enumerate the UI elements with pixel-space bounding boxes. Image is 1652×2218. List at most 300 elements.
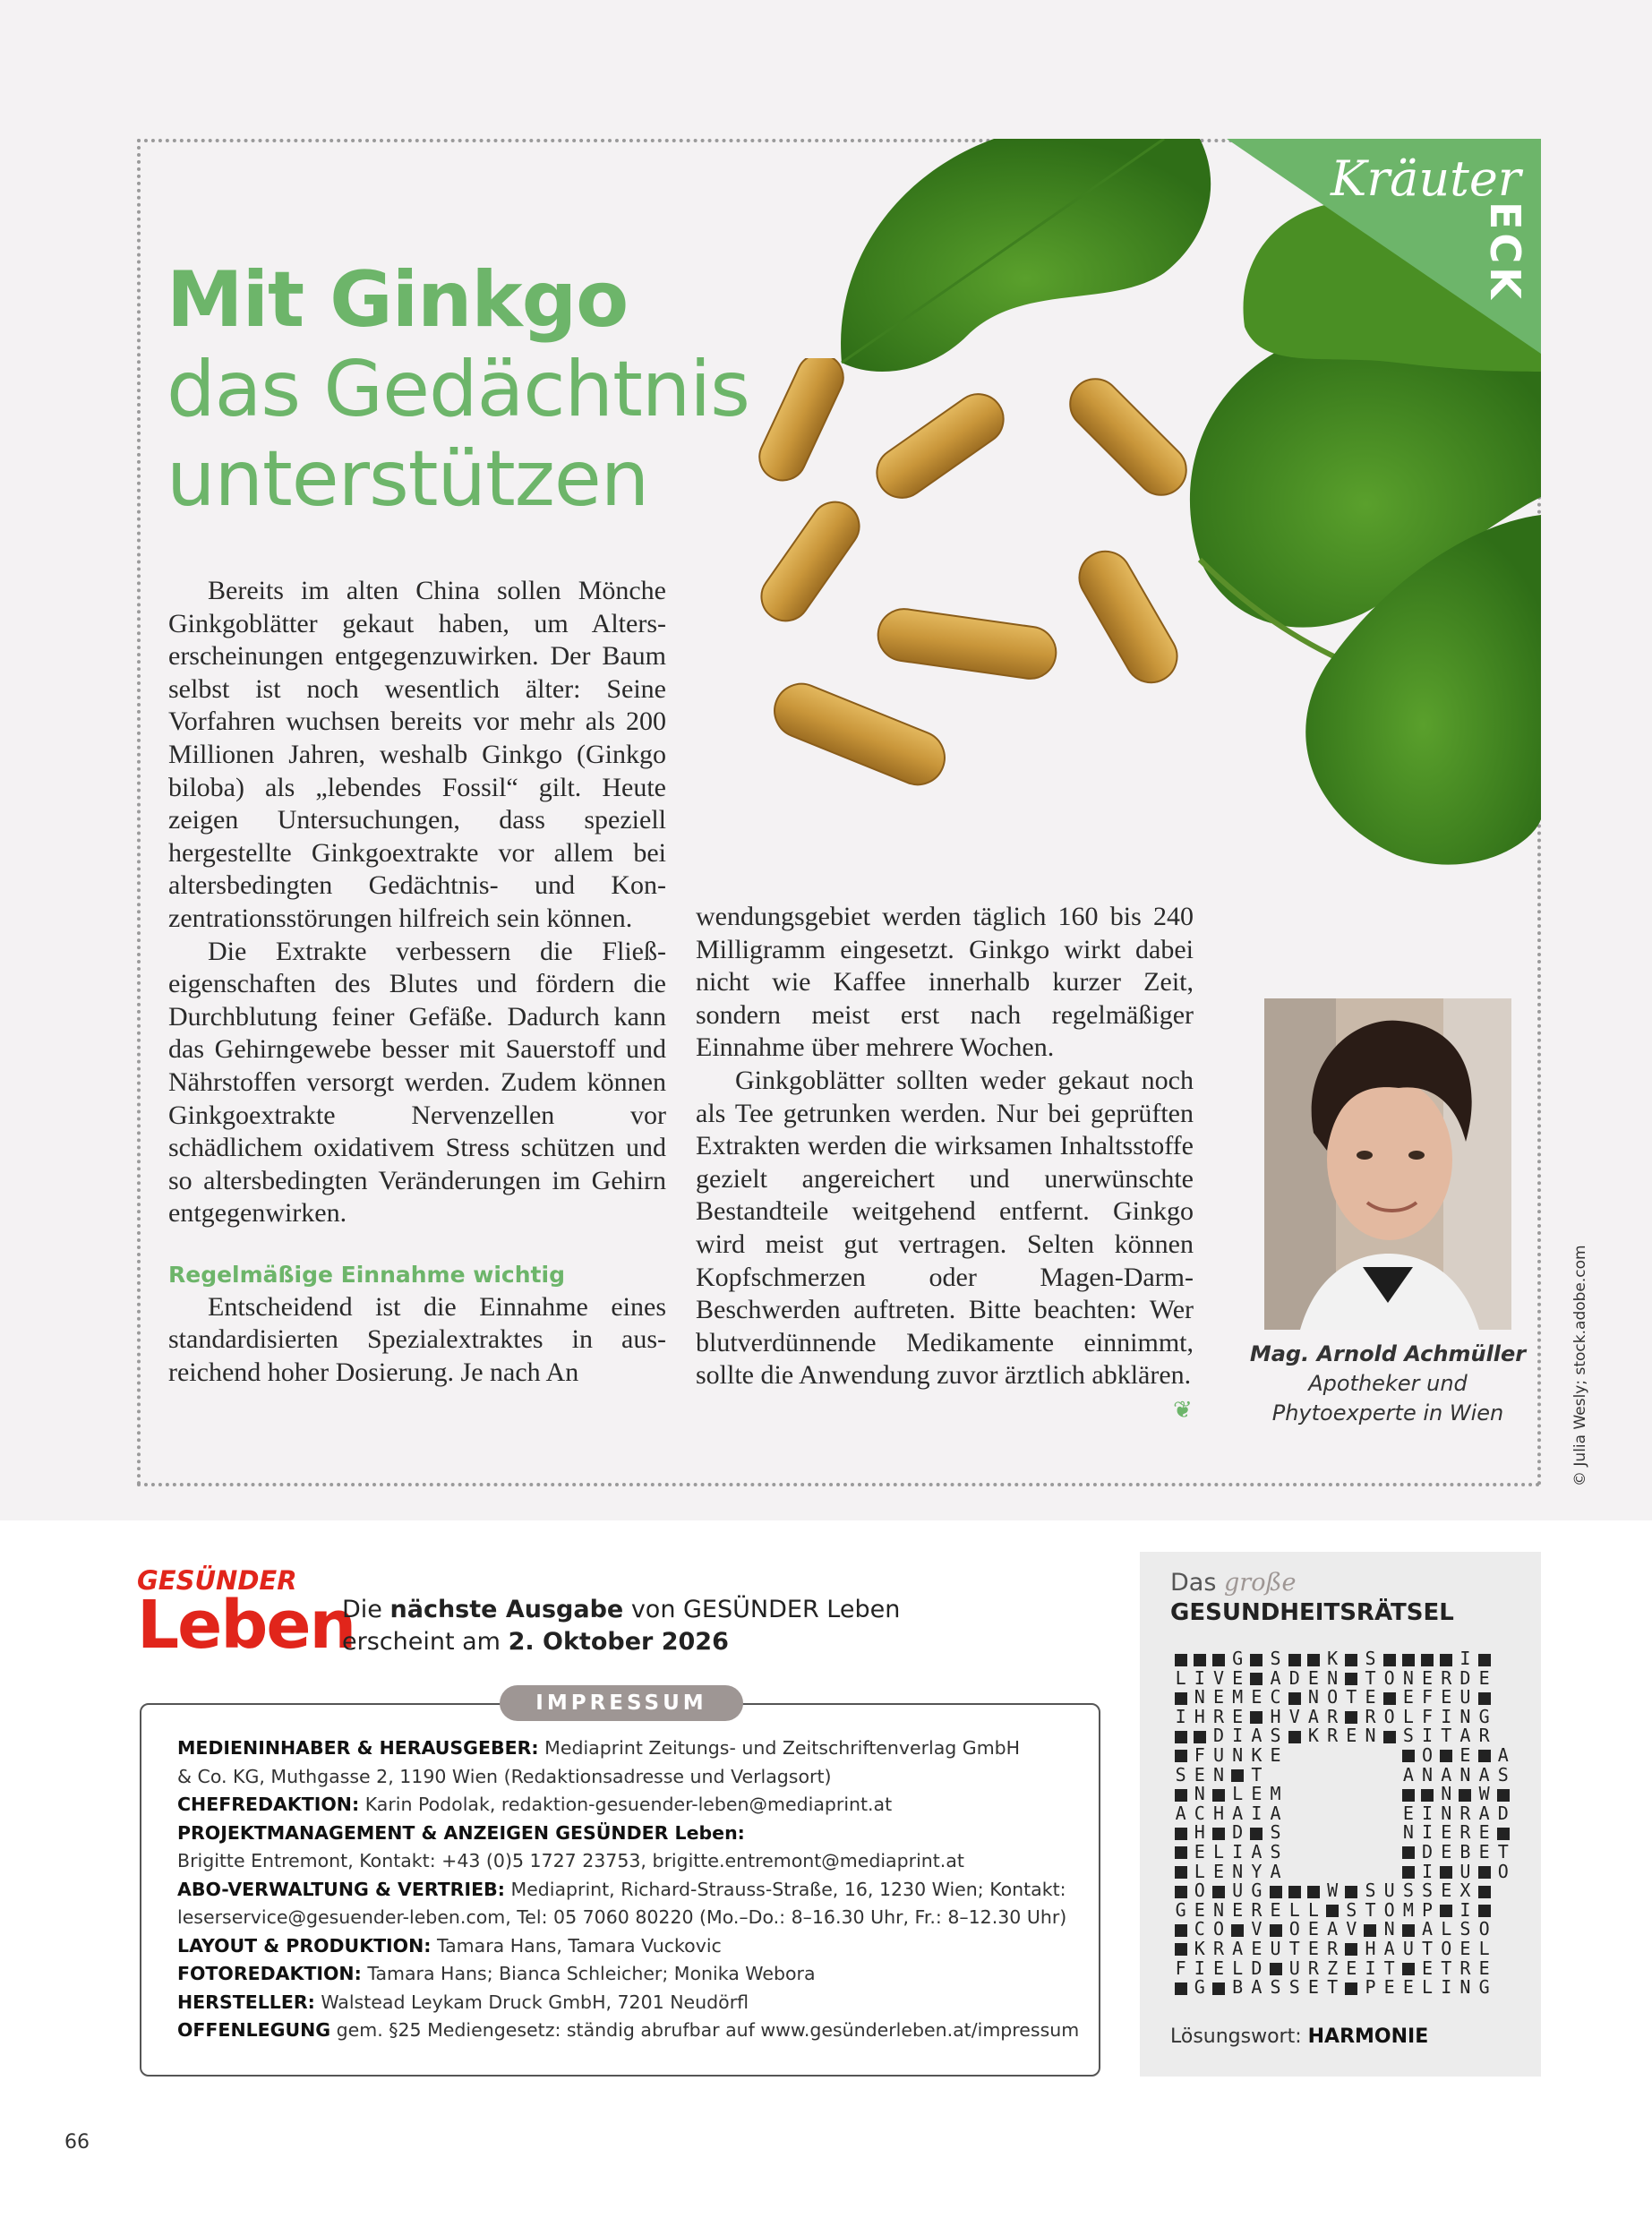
black-square	[1402, 1963, 1415, 1975]
grid-cell: U	[1232, 1880, 1244, 1902]
grid-cell: T	[1327, 1976, 1339, 1999]
black-square	[1175, 1789, 1187, 1802]
article-column-1	[168, 575, 666, 1390]
grid-cell: S	[1270, 1821, 1281, 1844]
grid-cell: I	[1422, 1860, 1434, 1882]
grid-cell	[1285, 1881, 1304, 1901]
grid-cell: P	[1422, 1898, 1434, 1921]
grid-cell: E	[1441, 1840, 1452, 1863]
black-square	[1307, 1886, 1320, 1898]
photo-credit: © Julia Wesly; stock.adobe.com	[1571, 1245, 1589, 1486]
impressum-key: FOTOREDAKTION:	[177, 1963, 362, 1984]
black-square	[1212, 1789, 1225, 1802]
impressum-key: MEDIENINHABER & HERAUSGEBER:	[177, 1737, 539, 1759]
grid-cell: T	[1251, 1763, 1263, 1786]
grid-cell: S	[1365, 1880, 1376, 1902]
next-issue-notice	[342, 1594, 900, 1658]
grid-cell: M	[1232, 1686, 1244, 1708]
grid-cell	[1285, 1823, 1304, 1843]
grid-cell: H	[1194, 1705, 1205, 1727]
black-square	[1421, 1654, 1434, 1666]
grid-cell: R	[1459, 1957, 1471, 1979]
grid-cell: I	[1232, 1725, 1244, 1747]
black-square	[1212, 1982, 1225, 1995]
grid-cell	[1437, 1901, 1456, 1921]
grid-cell: A	[1402, 1763, 1414, 1786]
grid-cell: E	[1441, 1686, 1452, 1708]
grid-cell: A	[1383, 1937, 1395, 1959]
grid-cell: U	[1212, 1743, 1224, 1766]
grid-cell: N	[1212, 1898, 1224, 1921]
impressum-line	[177, 1791, 1082, 1820]
grid-cell: A	[1251, 1976, 1263, 1999]
grid-cell	[1342, 1785, 1361, 1804]
grid-cell: V	[1288, 1705, 1300, 1727]
grid-cell: Z	[1327, 1957, 1339, 1979]
black-square	[1440, 1750, 1452, 1762]
grid-cell: A	[1327, 1918, 1339, 1940]
grid-row	[1171, 1743, 1512, 1766]
grid-cell: E	[1478, 1821, 1490, 1844]
grid-cell	[1437, 1649, 1456, 1669]
paragraph-extracts: Die Extrakte verbessern die Fließeigenschaften des Blutes und fördern die Durchblutung feiner Gefäße. Dadurch kann das Gehirngewebe besser mit Sauerstoff und Nährstoffen versorgt werden. Zudem können Ginkgoextrakte Nervenzellen vor schädlichem oxidativem Stress schützen und so altersbedingten Veränderungen im Gehirn entgegenwirken.	[168, 936, 666, 1229]
grid-cell	[1171, 1823, 1190, 1843]
grid-cell	[1380, 1746, 1399, 1766]
grid-cell: E	[1232, 1898, 1244, 1921]
black-square	[1402, 1924, 1415, 1937]
grid-cell: R	[1212, 1937, 1224, 1959]
grid-cell: N	[1459, 1976, 1471, 1999]
grid-cell	[1190, 1649, 1209, 1669]
grid-cell	[1342, 1978, 1361, 1998]
grid-cell: G	[1175, 1898, 1186, 1921]
grid-cell	[1228, 1920, 1247, 1940]
grid-cell: N	[1402, 1666, 1414, 1689]
expert-role-2: Phytoexperte in Wien	[1271, 1400, 1504, 1426]
grid-cell: R	[1307, 1957, 1319, 1979]
grid-cell: O	[1212, 1918, 1224, 1940]
grid-cell: L	[1288, 1898, 1300, 1921]
grid-cell	[1171, 1843, 1190, 1863]
grid-cell: E	[1307, 1918, 1319, 1940]
grid-cell: O	[1383, 1898, 1395, 1921]
grid-cell	[1171, 1726, 1190, 1746]
grid-cell	[1285, 1863, 1304, 1882]
grid-cell	[1342, 1843, 1361, 1863]
black-square	[1345, 1886, 1357, 1898]
grid-cell	[1437, 1863, 1456, 1882]
black-square	[1345, 1654, 1357, 1666]
title-line-1: Mit Ginkgo	[167, 255, 629, 345]
grid-cell: S	[1497, 1763, 1509, 1786]
grid-cell: N	[1459, 1763, 1471, 1786]
grid-cell: E	[1251, 1783, 1263, 1805]
black-square	[1250, 1828, 1263, 1840]
grid-cell: O	[1478, 1918, 1490, 1940]
grid-cell	[1323, 1804, 1342, 1824]
grid-cell	[1304, 1881, 1322, 1901]
puzzle-das: Das	[1170, 1569, 1224, 1597]
grid-cell	[1171, 1920, 1190, 1940]
grid-row	[1171, 1666, 1512, 1689]
grid-cell: D	[1232, 1821, 1244, 1844]
grid-cell: H	[1212, 1802, 1224, 1824]
title-line-3: unterstützen	[167, 434, 649, 524]
grid-cell: N	[1365, 1725, 1376, 1747]
grid-cell	[1209, 1978, 1228, 1998]
grid-cell: E	[1307, 1976, 1319, 1999]
grid-cell: E	[1402, 1686, 1414, 1708]
black-square	[1497, 1828, 1510, 1840]
black-square	[1175, 1750, 1187, 1762]
grid-cell: S	[1270, 1840, 1281, 1863]
impressum-value: Mediaprint Zeitungs- und Zeitschriftenverlag GmbH	[538, 1737, 1021, 1759]
grid-cell: R	[1478, 1725, 1490, 1747]
grid-cell: A	[1441, 1763, 1452, 1786]
black-square	[1421, 1789, 1434, 1802]
grid-cell: S	[1270, 1976, 1281, 1999]
expert-role-1: Apotheker und	[1308, 1371, 1468, 1396]
grid-cell: G	[1194, 1976, 1205, 1999]
impressum-key: CHEFREDAKTION:	[177, 1794, 360, 1815]
article-column-2	[696, 901, 1194, 1392]
grid-cell	[1380, 1688, 1399, 1708]
impressum-line	[177, 1876, 1082, 1905]
grid-cell: D	[1288, 1666, 1300, 1689]
grid-cell: L	[1478, 1937, 1490, 1959]
grid-cell: C	[1270, 1686, 1281, 1708]
impressum-key: ABO-VERWALTUNG & VERTRIEB:	[177, 1878, 505, 1900]
grid-cell: E	[1346, 1957, 1357, 1979]
grid-cell	[1285, 1785, 1304, 1804]
grid-cell: S	[1175, 1763, 1186, 1786]
grid-cell	[1247, 1708, 1266, 1727]
grid-cell: N	[1194, 1783, 1205, 1805]
subheading: Regelmäßige Einnahme wichtig	[168, 1261, 565, 1288]
puzzle-solution	[1170, 2025, 1428, 2048]
grid-cell: U	[1288, 1957, 1300, 1979]
grid-cell: F	[1175, 1957, 1186, 1979]
grid-cell	[1304, 1766, 1322, 1786]
grid-cell: A	[1251, 1840, 1263, 1863]
grid-cell: V	[1346, 1918, 1357, 1940]
black-square	[1478, 1905, 1491, 1917]
black-square	[1175, 1846, 1187, 1859]
grid-cell: E	[1383, 1976, 1395, 1999]
grid-cell: E	[1459, 1937, 1471, 1959]
impressum-value: & Co. KG, Muthgasse 2, 1190 Wien (Redaktionsadresse und Verlagsort)	[177, 1765, 832, 1787]
grid-cell	[1380, 1766, 1399, 1786]
grid-cell: R	[1212, 1705, 1224, 1727]
grid-cell: E	[1194, 1763, 1205, 1786]
grid-cell: E	[1307, 1666, 1319, 1689]
grid-cell	[1171, 1746, 1190, 1766]
grid-cell: D	[1497, 1802, 1509, 1824]
grid-cell	[1417, 1785, 1436, 1804]
grid-cell: I	[1422, 1802, 1434, 1824]
grid-cell: A	[1307, 1705, 1319, 1727]
grid-cell	[1475, 1901, 1494, 1921]
black-square	[1497, 1789, 1510, 1802]
black-square	[1478, 1654, 1491, 1666]
paragraph-intro: Bereits im alten China sollen Mönche Ginkgoblätter gekaut haben, um Alterserscheinungen entgegenzuwirken. Der Baum selbst ist noch wesentlich älter: Seine Vorfahren wuchsen bereits vor mehr als 200 Millionen Jahren, weshalb Ginkgo (Ginkgo biloba) als „lebendes Fossil“ gilt. Heute zeigen Untersuchungen, dass speziell hergestellte Ginkgoextrakte vor allem bei altersbedingten Gedächtnis- und Konzentrationsstörungen hilfreich sein können.	[168, 576, 666, 933]
grid-cell: S	[1270, 1725, 1281, 1747]
black-square	[1194, 1654, 1206, 1666]
black-square	[1175, 1692, 1187, 1705]
grid-cell	[1304, 1863, 1322, 1882]
grid-cell: A	[1232, 1802, 1244, 1824]
grid-cell: N	[1422, 1763, 1434, 1786]
grid-row	[1171, 1898, 1512, 1921]
grid-cell: T	[1383, 1957, 1395, 1979]
grid-cell: U	[1383, 1880, 1395, 1902]
grid-cell: D	[1422, 1840, 1434, 1863]
grid-cell: Y	[1251, 1860, 1263, 1882]
grid-cell	[1209, 1649, 1228, 1669]
grid-cell: E	[1251, 1937, 1263, 1959]
grid-cell	[1323, 1863, 1342, 1882]
black-square	[1402, 1846, 1415, 1859]
grid-cell: E	[1402, 1802, 1414, 1824]
grid-cell: O	[1497, 1860, 1509, 1882]
grid-row	[1171, 1978, 1512, 1998]
grid-cell: I	[1422, 1725, 1434, 1747]
grid-cell: S	[1270, 1648, 1281, 1669]
grid-cell: E	[1478, 1666, 1490, 1689]
grid-cell	[1361, 1785, 1380, 1804]
black-square	[1459, 1789, 1471, 1802]
grid-cell: C	[1194, 1802, 1205, 1824]
grid-cell: N	[1383, 1918, 1395, 1940]
grid-cell	[1361, 1746, 1380, 1766]
black-square	[1364, 1924, 1376, 1937]
impressum-text	[177, 1734, 1082, 2045]
grid-cell: E	[1307, 1937, 1319, 1959]
grid-cell: X	[1459, 1880, 1471, 1902]
black-square	[1326, 1905, 1339, 1917]
next-bold: nächste Ausgabe	[389, 1596, 624, 1623]
gesuender-leben-logo	[137, 1565, 355, 1664]
grid-cell	[1171, 1688, 1190, 1708]
grid-cell: E	[1194, 1840, 1205, 1863]
grid-cell: O	[1194, 1880, 1205, 1902]
black-square	[1288, 1731, 1301, 1743]
impressum-line	[177, 2017, 1082, 2045]
impressum-value: gem. §25 Mediengesetz: ständig abrufbar auf www.gesünderleben.at/impressum	[330, 2019, 1080, 2041]
grid-cell: A	[1422, 1918, 1434, 1940]
grid-cell: A	[1270, 1802, 1281, 1824]
grid-cell	[1342, 1649, 1361, 1669]
impressum-line	[177, 1932, 1082, 1961]
grid-cell: E	[1270, 1898, 1281, 1921]
black-square	[1175, 1924, 1187, 1937]
grid-cell: E	[1270, 1743, 1281, 1766]
grid-cell	[1304, 1785, 1322, 1804]
grid-cell: N	[1212, 1763, 1224, 1786]
puzzle-heading	[1170, 1569, 1296, 1597]
black-square	[1288, 1692, 1301, 1705]
grid-cell	[1342, 1804, 1361, 1824]
grid-cell	[1399, 1843, 1417, 1863]
corner-label-kraeuter: Kräuter	[1331, 150, 1521, 207]
grid-cell: T	[1441, 1725, 1452, 1747]
impressum-value: Walstead Leykam Druck GmbH, 7201 Neudörfl	[314, 1991, 749, 2013]
black-square	[1402, 1866, 1415, 1879]
next-pre: Die	[342, 1596, 390, 1623]
grid-cell: E	[1346, 1725, 1357, 1747]
title-line-2: das Gedächtnis	[167, 345, 749, 434]
black-square	[1402, 1654, 1415, 1666]
grid-cell: L	[1194, 1860, 1205, 1882]
paragraph-warning: Ginkgoblätter sollten weder gekaut noch als Tee getrunken werden. Nur bei geprüften Extrakten werden die wirksamen Inhaltsstoffe gezielt angereichert und unerwünschte Bestandteile weitgehend entfernt. Ginkgo wird meist gut vertragen. Selten können Kopfschmerzen oder Magen-Darm-Beschwerden auftreten. Bitte beachten: Wer blutverdünnende Medikamente einnimmt, sollte die Anwendung zuvor ärztlich abklären.	[696, 1065, 1194, 1391]
grid-cell: O	[1441, 1937, 1452, 1959]
impressum-line	[177, 1847, 1082, 1876]
black-square	[1175, 1828, 1187, 1840]
grid-cell: V	[1251, 1918, 1263, 1940]
black-square	[1288, 1886, 1301, 1898]
grid-cell	[1380, 1649, 1399, 1669]
grid-cell	[1342, 1746, 1361, 1766]
grid-cell: E	[1441, 1821, 1452, 1844]
grid-cell: L	[1175, 1666, 1186, 1689]
black-square	[1345, 1711, 1357, 1724]
grid-cell: E	[1441, 1880, 1452, 1902]
grid-cell: K	[1194, 1937, 1205, 1959]
grid-cell: L	[1402, 1705, 1414, 1727]
grid-cell: K	[1327, 1648, 1339, 1669]
black-square	[1231, 1769, 1244, 1782]
grid-row	[1171, 1785, 1512, 1804]
logo-line-1: GESÜNDER	[137, 1565, 297, 1596]
logo-line-2: Leben	[137, 1587, 355, 1664]
black-square	[1175, 1866, 1187, 1879]
grid-cell: K	[1251, 1743, 1263, 1766]
grid-cell: N	[1232, 1743, 1244, 1766]
grid-cell: E	[1212, 1957, 1224, 1979]
grid-cell: E	[1251, 1686, 1263, 1708]
impressum-line	[177, 1820, 1082, 1848]
grid-cell	[1285, 1726, 1304, 1746]
grid-cell	[1399, 1746, 1417, 1766]
grid-cell	[1323, 1901, 1342, 1921]
grid-cell: L	[1232, 1957, 1244, 1979]
grid-cell: N	[1194, 1686, 1205, 1708]
grid-cell	[1456, 1785, 1475, 1804]
grid-cell: D	[1212, 1725, 1224, 1747]
grid-cell	[1209, 1785, 1228, 1804]
black-square	[1175, 1654, 1187, 1666]
grid-cell	[1285, 1649, 1304, 1669]
grid-cell: K	[1307, 1725, 1319, 1747]
expert-caption	[1245, 1340, 1531, 1428]
grid-cell: E	[1232, 1666, 1244, 1689]
impressum-line	[177, 1960, 1082, 1989]
impressum-value: Brigitte Entremont, Kontakt: +43 (0)5 1727 23753, brigitte.entremont@mediaprint.at	[177, 1850, 964, 1871]
grid-cell: S	[1422, 1880, 1434, 1902]
grid-row	[1171, 1705, 1512, 1727]
grid-cell: F	[1422, 1686, 1434, 1708]
grid-cell	[1494, 1785, 1512, 1804]
grid-cell	[1323, 1843, 1342, 1863]
grid-cell	[1342, 1881, 1361, 1901]
impressum-value: leserservice@gesuender-leben.com, Tel: 05 7060 80220 (Mo.–Do.: 8–16.30 Uhr, Fr.: 8–12.30 Uhr)	[177, 1906, 1067, 1928]
grid-cell: L	[1307, 1898, 1319, 1921]
grid-cell: V	[1212, 1666, 1224, 1689]
grid-cell: T	[1441, 1957, 1452, 1979]
black-square	[1345, 1982, 1357, 1995]
grid-cell: I	[1194, 1666, 1205, 1689]
next-issue-line-2	[342, 1626, 900, 1658]
grid-cell	[1380, 1823, 1399, 1843]
grid-cell: T	[1497, 1840, 1509, 1863]
grid-cell: A	[1459, 1725, 1471, 1747]
grid-cell	[1475, 1863, 1494, 1882]
grid-cell	[1323, 1823, 1342, 1843]
grid-row	[1171, 1860, 1512, 1882]
grid-cell	[1247, 1649, 1266, 1669]
black-square	[1270, 1963, 1282, 1975]
grid-cell	[1209, 1881, 1228, 1901]
grid-cell: N	[1402, 1821, 1414, 1844]
impressum-value: Tamara Hans, Tamara Vuckovic	[431, 1934, 722, 1957]
grid-cell	[1266, 1881, 1285, 1901]
grid-cell	[1342, 1766, 1361, 1786]
grid-cell: T	[1365, 1666, 1376, 1689]
solution-label: Lösungswort:	[1170, 2025, 1308, 2048]
grid-cell: D	[1251, 1957, 1263, 1979]
grid-cell: T	[1346, 1686, 1357, 1708]
grid-cell	[1323, 1746, 1342, 1766]
grid-cell: R	[1459, 1802, 1471, 1824]
impressum-key: HERSTELLER:	[177, 1991, 315, 2013]
black-square	[1250, 1654, 1263, 1666]
next-line2-pre: erscheint am	[342, 1628, 509, 1656]
grid-cell	[1361, 1823, 1380, 1843]
impressum-line	[177, 1763, 1082, 1792]
grid-row	[1171, 1937, 1512, 1959]
grid-cell: N	[1441, 1802, 1452, 1824]
grid-cell: I	[1422, 1821, 1434, 1844]
impressum-value: Mediaprint, Richard-Strauss-Straße, 16, 1230 Wien; Kontakt:	[504, 1878, 1066, 1900]
grid-cell: A	[1270, 1860, 1281, 1882]
grid-cell: M	[1270, 1783, 1281, 1805]
grid-cell	[1171, 1785, 1190, 1804]
grid-cell	[1171, 1881, 1190, 1901]
grid-cell: E	[1232, 1705, 1244, 1727]
black-square	[1212, 1886, 1225, 1898]
grid-cell: N	[1232, 1860, 1244, 1882]
grid-cell	[1475, 1746, 1494, 1766]
grid-row	[1171, 1804, 1512, 1824]
grid-row	[1171, 1726, 1512, 1746]
grid-cell	[1380, 1726, 1399, 1746]
puzzle-title: GESUNDHEITSRÄTSEL	[1170, 1599, 1454, 1626]
black-square	[1345, 1943, 1357, 1956]
grid-row	[1171, 1920, 1512, 1940]
grid-cell: R	[1365, 1705, 1376, 1727]
grid-cell	[1437, 1746, 1456, 1766]
grid-cell	[1399, 1959, 1417, 1979]
grid-cell	[1380, 1843, 1399, 1863]
grid-cell: C	[1194, 1918, 1205, 1940]
black-square	[1231, 1924, 1244, 1937]
grid-cell: S	[1402, 1880, 1414, 1902]
grid-cell	[1171, 1940, 1190, 1959]
impressum-line	[177, 1904, 1082, 1932]
grid-cell	[1323, 1766, 1342, 1786]
grid-cell: I	[1175, 1705, 1186, 1727]
grid-cell: I	[1441, 1705, 1452, 1727]
